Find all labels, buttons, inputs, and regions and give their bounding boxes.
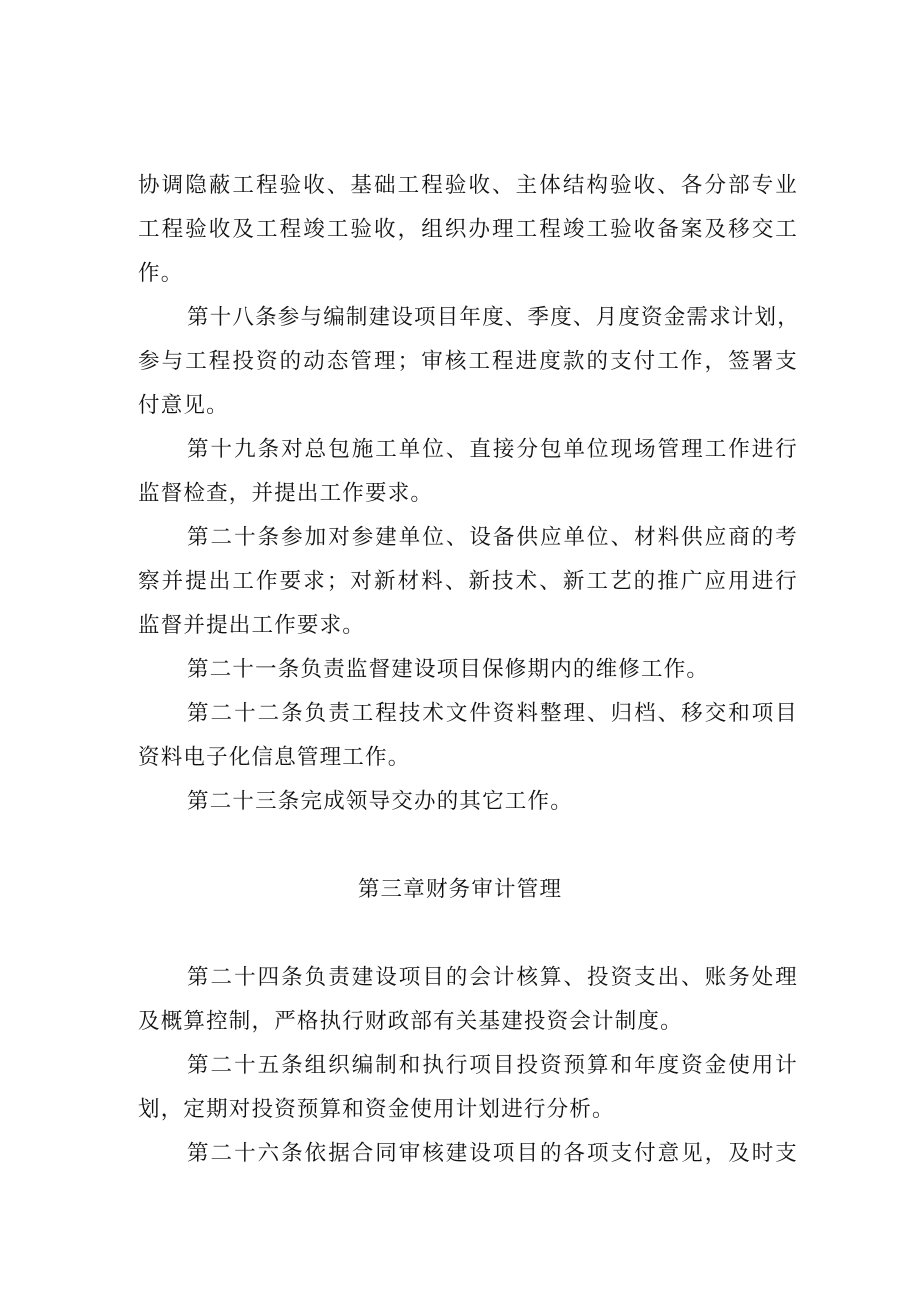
chapter-heading: 第三章财务审计管理 <box>357 877 563 902</box>
paragraph-article-21: 第二十一条负责监督建设项目保修期内的维修工作。 <box>187 657 710 682</box>
paragraph-article-23: 第二十三条完成领导交办的其它工作。 <box>187 789 573 814</box>
text-line: 监督检查，并提出工作要求。 <box>138 481 434 506</box>
paragraph-start-article-19: 第十九条对总包施工单位、直接分包单位现场管理工作进行 <box>187 437 798 462</box>
text-line: 参与工程投资的动态管理；审核工程进度款的支付工作，签署支 <box>138 349 798 374</box>
text-line: 付意见。 <box>138 393 229 418</box>
text-line: 工程验收及工程竣工验收，组织办理工程竣工验收备案及移交工 <box>138 217 798 242</box>
paragraph-start-article-20: 第二十条参加对参建单位、设备供应单位、材料供应商的考 <box>187 525 798 550</box>
text-line: 划，定期对投资预算和资金使用计划进行分析。 <box>138 1097 615 1122</box>
paragraph-start-article-22: 第二十二条负责工程技术文件资料整理、归档、移交和项目 <box>187 701 798 726</box>
paragraph-start-article-25: 第二十五条组织编制和执行项目投资预算和年度资金使用计 <box>187 1053 798 1078</box>
paragraph-start-article-24: 第二十四条负责建设项目的会计核算、投资支出、账务处理 <box>187 965 798 990</box>
text-line: 作。 <box>138 261 184 286</box>
paragraph-start-article-26: 第二十六条依据合同审核建设项目的各项支付意见，及时支 <box>187 1141 798 1166</box>
text-line: 及概算控制，严格执行财政部有关基建投资会计制度。 <box>138 1009 683 1034</box>
text-line: 协调隐蔽工程验收、基础工程验收、主体结构验收、各分部专业 <box>138 173 798 198</box>
text-line: 资料电子化信息管理工作。 <box>138 745 411 770</box>
text-line: 监督并提出工作要求。 <box>138 613 366 638</box>
paragraph-start-article-18: 第十八条参与编制建设项目年度、季度、月度资金需求计划， <box>187 305 800 330</box>
text-line: 察并提出工作要求；对新材料、新技术、新工艺的推广应用进行 <box>138 569 798 594</box>
